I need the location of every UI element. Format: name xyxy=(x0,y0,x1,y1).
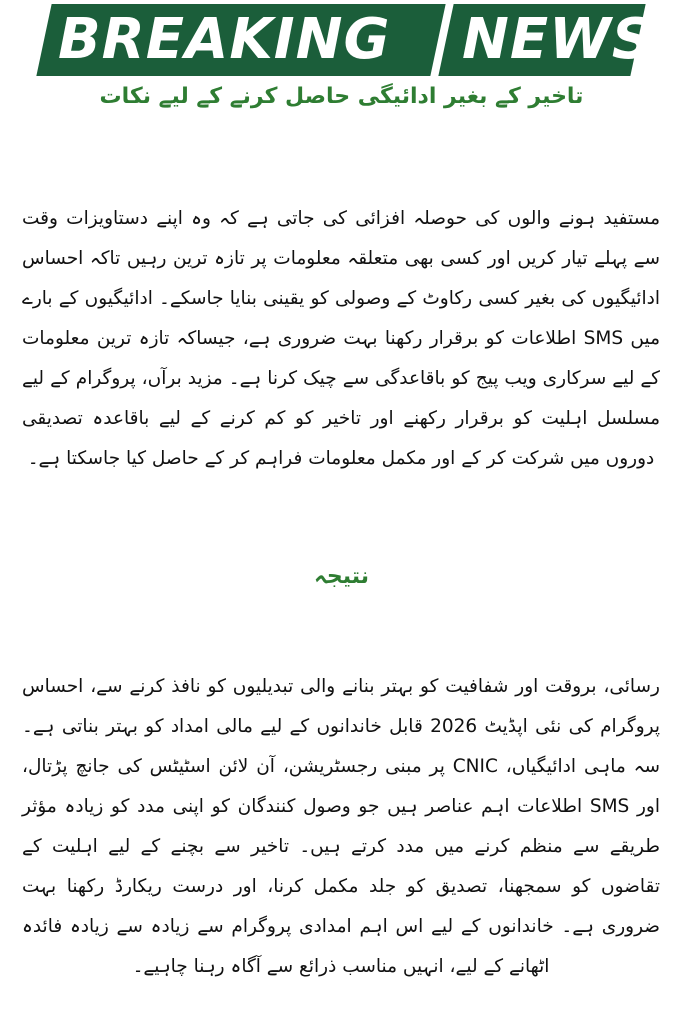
banner-word-breaking: BREAKING xyxy=(58,7,391,72)
breaking-news-banner xyxy=(36,4,654,76)
banner-word-news: NEWS xyxy=(462,7,654,72)
body-paragraph-1: مستفید ہونے والوں کی حوصلہ افزائی کی جاتی ہے کہ وہ اپنے دستاویزات وقت سے پہلے تیار کریں اور کسی بھی متعلقہ معلومات پر تازہ ترین رہیں تاکہ احساس ادائیگیوں کی بغیر کسی رکاوٹ کے وصولی کو یقینی بنایا جاسکے۔ ادائیگیوں کے بارے میں SMS اطلاعات کو برقرار رکھنا بہت ضروری ہے، جیساکہ تازہ ترین معلومات کے لیے سرکاری ویب پیج کو باقاعدگی سے چیک کرنا ہے۔ مزید برآں، پروگرام کے لیے مسلسل اہلیت کو برقرار رکھنے اور تاخیر کو کم کرنے کے لیے باقاعدہ تصدیقی دوروں میں شرکت کر کے اور مکمل معلومات فراہم کر کے حاصل کیا جاسکتا ہے۔ xyxy=(22,207,660,469)
body-paragraph-2: رسائی، بروقت اور شفافیت کو بہتر بنانے والی تبدیلیوں کو نافذ کرنے سے، احساس پروگرام کی نئی اپڈیٹ 2026 قابل خاندانوں کے لیے مالی امداد کو بہتر بناتی ہے۔ سہ ماہی ادائیگیاں، CNIC پر مبنی رجسٹریشن، آن لائن اسٹیٹس کی جانچ پڑتال، اور SMS اطلاعات اہم عناصر ہیں جو وصول کنندگان کو اپنی مدد کو زیادہ مؤثر طریقے سے منظم کرنے میں مدد کرتے ہیں۔ تاخیر سے بچنے کے لیے اہلیت کے تقاضوں کو سمجھنا، تصدیق کو جلد مکمل کرنا، اور درست ریکارڈ رکھنا بہت ضروری ہے۔ خاندانوں کے لیے اس اہم امدادی پروگرام سے زیادہ سے زیادہ فائدہ اٹھانے کے لیے، انہیں مناسب ذرائع سے آگاہ رہنا چاہیے۔ xyxy=(22,675,660,977)
article-subtitle: تاخیر کے بغیر ادائیگی حاصل کرنے کے لیے نکات xyxy=(99,84,584,109)
conclusion-heading: نتیجہ xyxy=(314,564,369,589)
